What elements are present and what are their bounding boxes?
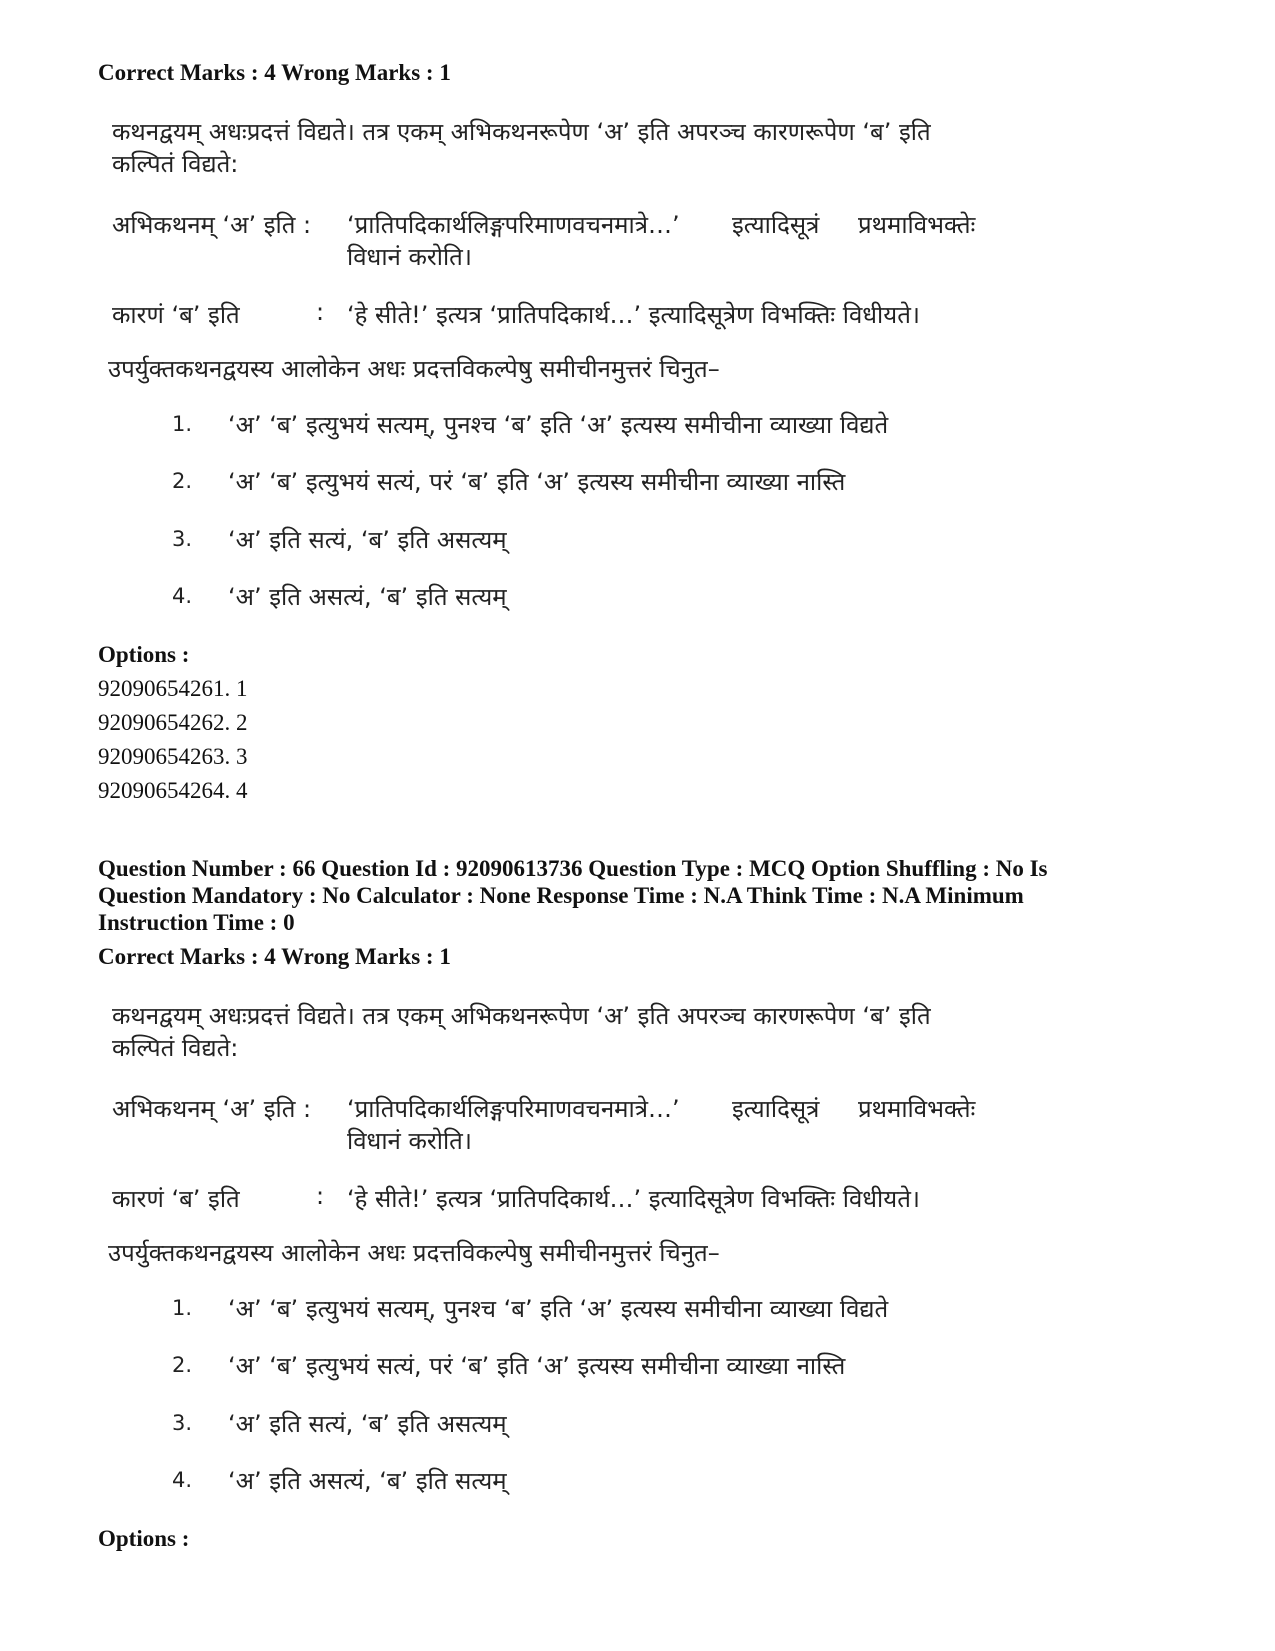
q66-assertion-part3: प्रथमाविभक्तेः — [858, 1095, 976, 1123]
q66-prompt: उपर्युक्तकथनद्वयस्य आलोकेन अधः प्रदत्तविकल्पेषु समीचीनमुत्तरं चिनुत– — [108, 1239, 720, 1267]
q65-option-item: 92090654261. 1 — [98, 676, 248, 701]
q65-choice-text: ‘अ’ ‘ब’ इत्युभयं सत्यम्, पुनश्च ‘ब’ इति ‘अ’ इत्यस्य समीचीना व्याख्या विद्यते — [228, 411, 889, 439]
q65-assertion-part3: प्रथमाविभक्तेः — [858, 211, 976, 239]
q66-choice-text: ‘अ’ इति असत्यं, ‘ब’ इति सत्यम् — [228, 1467, 507, 1495]
q66-options-label: Options : — [98, 1526, 190, 1551]
q66-header-line1: Question Number : 66 Question Id : 92090613736 Question Type : MCQ Option Shuffling : No Is — [98, 856, 1048, 881]
q66-reason-colon: : — [316, 1182, 325, 1210]
q66-choice-text: ‘अ’ ‘ब’ इत्युभयं सत्यं, परं ‘ब’ इति ‘अ’ इत्यस्य समीचीना व्याख्या नास्ति — [228, 1352, 846, 1380]
q66-choice-number: 4. — [172, 1468, 193, 1492]
q65-reason-text: ‘हे सीते!’ इत्यत्र ‘प्रातिपदिकार्थ…’ इत्यादिसूत्रेण विभक्तिः विधीयते। — [347, 301, 920, 329]
q66-choice-number: 2. — [172, 1353, 193, 1377]
q65-assertion-part2: इत्यादिसूत्रं — [732, 211, 820, 239]
q65-assertion-line2: विधानं करोति। — [347, 243, 472, 271]
q66-choice-text: ‘अ’ इति सत्यं, ‘ब’ इति असत्यम् — [228, 1410, 507, 1438]
q66-reason-text: ‘हे सीते!’ इत्यत्र ‘प्रातिपदिकार्थ…’ इत्यादिसूत्रेण विभक्तिः विधीयते। — [347, 1185, 920, 1213]
q65-choice-number: 1. — [172, 412, 193, 436]
q65-prompt: उपर्युक्तकथनद्वयस्य आलोकेन अधः प्रदत्तविकल्पेषु समीचीनमुत्तरं चिनुत– — [108, 355, 720, 383]
q65-option-item: 92090654264. 4 — [98, 778, 248, 803]
q65-assertion-label: अभिकथनम् ‘अ’ इति : — [112, 211, 312, 239]
q65-intro-line1: कथनद्वयम् अधःप्रदत्तं विद्यते। तत्र एकम् अभिकथनरूपेण ‘अ’ इति अपरञ्च कारणरूपेण ‘ब’ इति — [112, 118, 931, 146]
q66-choice-number: 1. — [172, 1296, 193, 1320]
q65-option-item: 92090654262. 2 — [98, 710, 248, 735]
q65-choice-text: ‘अ’ इति असत्यं, ‘ब’ इति सत्यम् — [228, 583, 507, 611]
q65-choice-number: 2. — [172, 469, 193, 493]
q66-intro-line1: कथनद्वयम् अधःप्रदत्तं विद्यते। तत्र एकम् अभिकथनरूपेण ‘अ’ इति अपरञ्च कारणरूपेण ‘ब’ इति — [112, 1002, 931, 1030]
q65-reason-colon: : — [316, 298, 325, 326]
q65-assertion-part1: ‘प्रातिपदिकार्थलिङ्गपरिमाणवचनमात्रे…’ — [347, 211, 680, 239]
q66-header-line2: Question Mandatory : No Calculator : None Response Time : N.A Think Time : N.A Minimum — [98, 883, 1024, 908]
q66-assertion-line2: विधानं करोति। — [347, 1127, 472, 1155]
q66-assertion-label: अभिकथनम् ‘अ’ इति : — [112, 1095, 312, 1123]
q66-reason-label: कारणं ‘ब’ इति — [112, 1185, 240, 1213]
q65-choice-text: ‘अ’ ‘ब’ इत्युभयं सत्यं, परं ‘ब’ इति ‘अ’ इत्यस्य समीचीना व्याख्या नास्ति — [228, 468, 846, 496]
q65-choice-number: 3. — [172, 527, 193, 551]
q66-intro-line2: कल्पितं विद्यते: — [112, 1034, 239, 1062]
q65-option-item: 92090654263. 3 — [98, 744, 248, 769]
q66-assertion-part2: इत्यादिसूत्रं — [732, 1095, 820, 1123]
q65-options-label: Options : — [98, 642, 190, 667]
q66-choice-number: 3. — [172, 1411, 193, 1435]
q65-intro-line2: कल्पितं विद्यते: — [112, 150, 239, 178]
q66-choice-text: ‘अ’ ‘ब’ इत्युभयं सत्यम्, पुनश्च ‘ब’ इति ‘अ’ इत्यस्य समीचीना व्याख्या विद्यते — [228, 1295, 889, 1323]
q65-marks: Correct Marks : 4 Wrong Marks : 1 — [98, 60, 451, 85]
q66-marks: Correct Marks : 4 Wrong Marks : 1 — [98, 944, 451, 969]
q65-choice-text: ‘अ’ इति सत्यं, ‘ब’ इति असत्यम् — [228, 526, 507, 554]
q65-choice-number: 4. — [172, 584, 193, 608]
q65-reason-label: कारणं ‘ब’ इति — [112, 301, 240, 329]
q66-header-line3: Instruction Time : 0 — [98, 910, 295, 935]
q66-assertion-part1: ‘प्रातिपदिकार्थलिङ्गपरिमाणवचनमात्रे…’ — [347, 1095, 680, 1123]
